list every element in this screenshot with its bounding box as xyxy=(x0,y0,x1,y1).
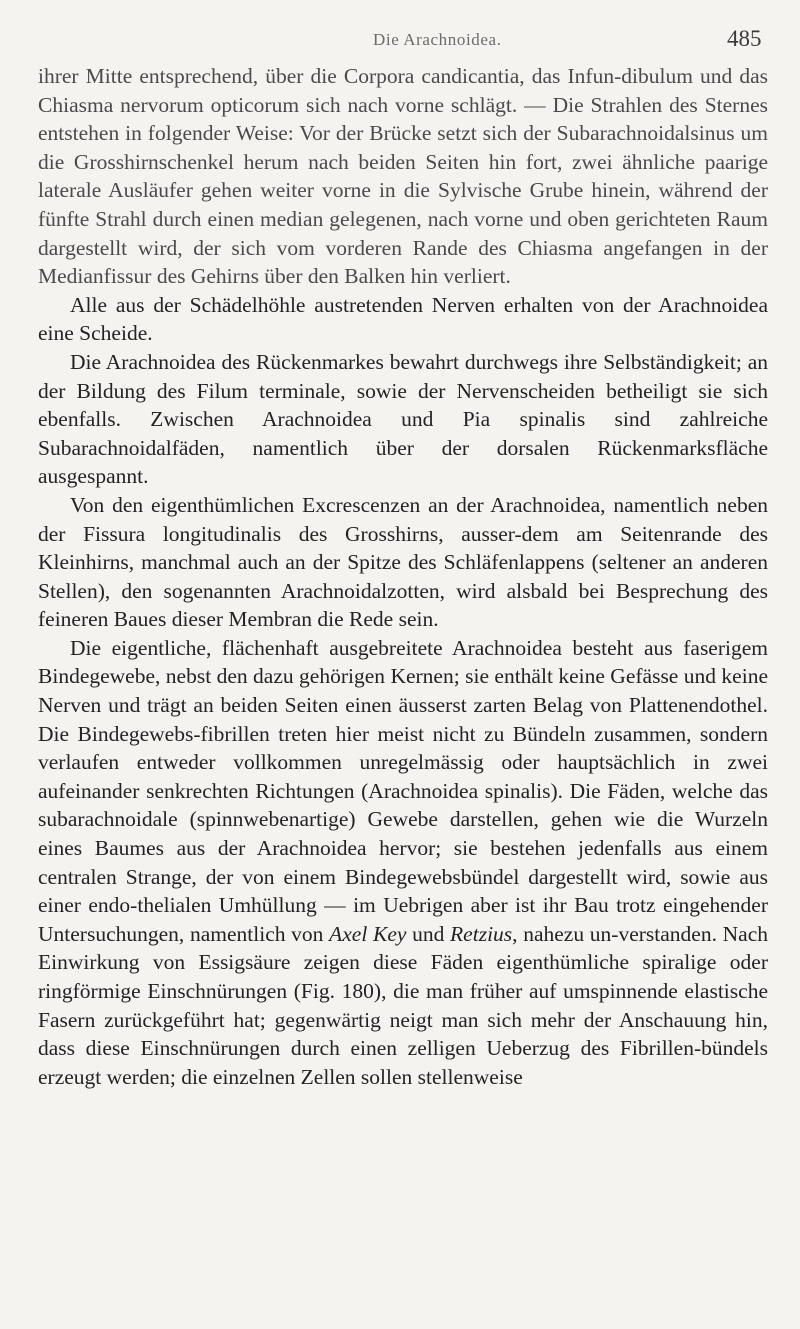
paragraph xyxy=(38,62,768,291)
paragraph xyxy=(38,491,768,634)
paragraph-text: ihrer Mitte entsprechend, über die Corpora candicantia, das Infun-dibulum und das Chiasma nervorum opticorum sich nach vorne schlägt. — Die Strahlen des Sternes entstehen in folgender Weise: Vor der Brücke setzt sich der Subarachnoidalsinus um die Grosshirnschenkel herum nach beiden Seiten hin fort, zwei ähnliche paarige laterale Ausläufer gehen weiter vorne in die Sylvische Grube hinein, während der fünfte Strahl durch einen median gelegenen, nach vorne und oben gerichteten Raum dargestellt wird, der sich vom vorderen Rande des Chiasma angefangen in der Medianfissur des Gehirns über den Balken hin verliert. xyxy=(38,64,768,289)
paragraph-text: Die eigentliche, flächenhaft ausgebreitete Arachnoidea besteht aus faserigem Bindegewebe, nebst den dazu gehörigen Kernen; sie enthält keine Gefässe und keine Nerven und trägt an beiden Seiten einen äusserst zarten Belag von Plattenendothel. Die Bindegewebs-fibrillen treten hier meist nicht zu Bündeln zusammen, sondern verlaufen entweder vollkommen unregelmässig oder hauptsächlich in zwei aufeinander senkrechten Richtungen (Arachnoidea spinalis). Die Fäden, welche das subarachnoidale (spinnwebenartige) Gewebe darstellen, gehen wie die Wurzeln eines Baumes aus der Arachnoidea hervor; sie bestehen jedenfalls aus einem centralen Strange, der von einem Bindegewebsbündel dargestellt wird, sowie aus einer endo-thelialen Umhüllung — im Uebrigen aber ist ihr Bau trotz eingehender Untersuchungen, namentlich von xyxy=(38,635,768,946)
author-name: Retzius xyxy=(450,921,513,946)
paragraph-text: Von den eigenthümlichen Excrescenzen an der Arachnoidea, namentlich neben der Fissura longitudinalis des Grosshirns, ausser-dem am Seitenrande des Kleinhirns, manchmal auch an der Spitze des Schläfenlappens (seltener an anderen Stellen), den sogenannten Arachnoidalzotten, wird alsbald bei Besprechung des feineren Baues dieser Membran die Rede sein. xyxy=(38,492,768,632)
paragraph xyxy=(38,291,768,348)
author-name: Axel Key xyxy=(329,921,407,946)
paragraph-text: , nahezu un-verstanden. Nach Einwirkung von Essigsäure zeigen diese Fäden eigenthümliche spiralige oder ringförmige Einschnürungen (Fig. 180), die man früher auf umspinnende elastische Fasern zurückgeführt hat; gegenwärtig neigt man sich mehr der Anschauung hin, dass diese Einschnürungen durch einen zelligen Ueberzug des Fibrillen-bündels erzeugt werden; die einzelnen Zellen sollen stellenweise xyxy=(38,921,768,1089)
paragraph-text: und xyxy=(406,921,451,946)
paragraph-text: Alle aus der Schädelhöhle austretenden Nerven erhalten von der Arachnoidea eine Scheide. xyxy=(38,292,768,346)
page-header xyxy=(0,24,800,60)
running-title: Die Arachnoidea. xyxy=(373,30,502,49)
paragraph xyxy=(38,348,768,491)
body-text xyxy=(38,62,768,1091)
paragraph-text: Die Arachnoidea des Rückenmarkes bewahrt durchwegs ihre Selbständigkeit; an der Bildung des Filum terminale, sowie der Nervenscheiden betheiligt sie sich ebenfalls. Zwischen Arachnoidea und Pia spinalis sind zahlreiche Subarachnoidalfäden, namentlich über der dorsalen Rückenmarksfläche ausgespannt. xyxy=(38,349,768,489)
paragraph xyxy=(38,634,768,1092)
page-number: 485 xyxy=(727,26,762,51)
